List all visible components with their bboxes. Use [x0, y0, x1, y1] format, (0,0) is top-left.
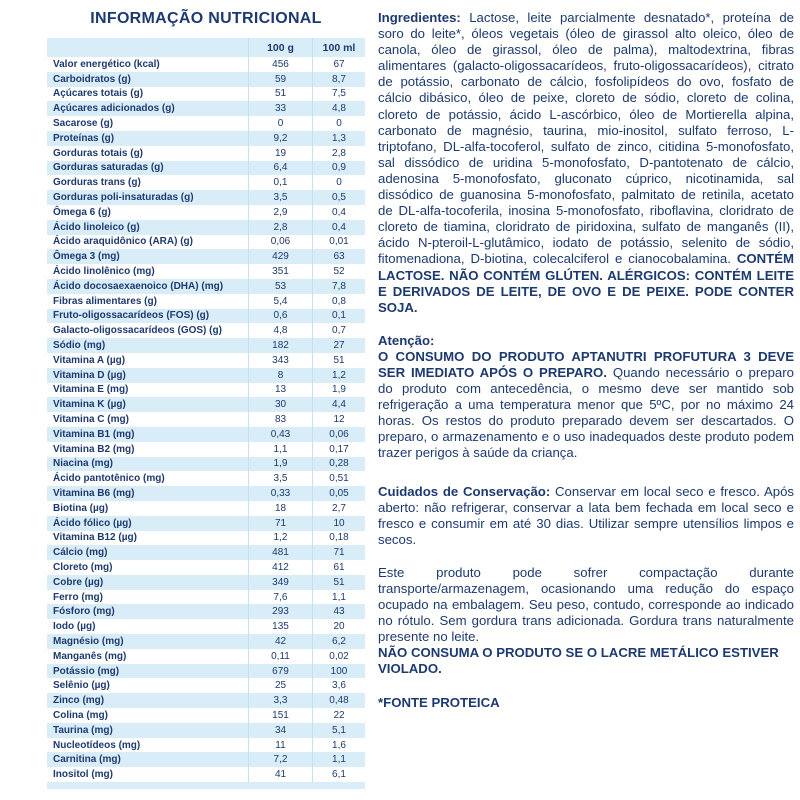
row-label: Inositol (mg): [53, 769, 113, 781]
row-value-100ml: 100: [312, 664, 365, 679]
row-label: Biotina (µg): [53, 502, 109, 514]
row-value-100g: 11: [248, 738, 312, 753]
row-value-100g: 5,4: [248, 294, 312, 309]
row-value-100g: 83: [248, 412, 312, 427]
row-value-100ml: 52: [312, 264, 365, 279]
row-label: Gorduras poli-insaturadas (g): [53, 192, 194, 204]
table-header-spacer: [47, 38, 248, 57]
table-row: [47, 353, 365, 368]
row-label: Vitamina D (µg): [53, 369, 126, 381]
row-value-100ml: 0,06: [312, 427, 365, 442]
row-label: Ácido linoleico (g): [53, 221, 140, 233]
row-value-100g: 151: [248, 708, 312, 723]
atencao-text: Quando necessário o preparo do produto com antecedência, o mesmo deve ser mantido sob refrigeração a uma temperatura menor que 5ºC, por no máximo 24 horas. Os restos do produto preparado devem ser descartados. O preparo, o armazenamento e o uso inadequados deste produto podem trazer perigos à saúde da criança.: [378, 364, 794, 461]
row-value-100g: 33: [248, 101, 312, 116]
row-value-100g: 0,06: [248, 235, 312, 250]
table-header-100ml: 100 ml: [312, 38, 365, 57]
row-label: Ácido fólico (µg): [53, 517, 132, 529]
row-value-100ml: 0,05: [312, 486, 365, 501]
row-label: Carnitina (mg): [53, 754, 121, 766]
row-label: Cálcio (mg): [53, 547, 108, 559]
table-row: [47, 161, 365, 176]
table-row: [47, 205, 365, 220]
row-value-100g: 42: [248, 634, 312, 649]
table-row: [47, 309, 365, 324]
row-value-100g: 4,8: [248, 323, 312, 338]
row-value-100g: 1,9: [248, 457, 312, 472]
conservacao-paragraph: [378, 484, 794, 548]
row-label: Ácido araquidônico (ARA) (g): [53, 236, 193, 248]
row-value-100ml: 61: [312, 560, 365, 575]
row-value-100ml: 0,28: [312, 457, 365, 472]
row-label: Gorduras totais (g): [53, 147, 144, 159]
row-value-100g: 1,1: [248, 442, 312, 457]
row-label: Zinco (mg): [53, 695, 105, 707]
row-value-100g: 0,6: [248, 309, 312, 324]
row-value-100ml: 0,1: [312, 309, 365, 324]
table-row: [47, 723, 365, 738]
row-value-100g: 0,43: [248, 427, 312, 442]
row-value-100g: 679: [248, 664, 312, 679]
row-value-100g: 3,5: [248, 190, 312, 205]
table-row: [47, 190, 365, 205]
fonte-proteica-note: [378, 695, 794, 711]
row-value-100ml: 0,4: [312, 205, 365, 220]
row-label: Vitamina A (µg): [53, 354, 126, 366]
row-value-100ml: 43: [312, 604, 365, 619]
row-label: Vitamina B12 (µg): [53, 532, 137, 544]
row-value-100ml: 67: [312, 57, 365, 72]
row-label: Selênio (µg): [53, 680, 110, 692]
row-value-100g: 30: [248, 397, 312, 412]
row-value-100ml: 51: [312, 575, 365, 590]
fonte-proteica-text: *FONTE PROTEICA: [378, 694, 500, 710]
row-value-100g: 53: [248, 279, 312, 294]
row-value-100g: 349: [248, 575, 312, 590]
nutrition-table-body: [47, 57, 365, 782]
row-value-100g: 0: [248, 116, 312, 131]
row-value-100ml: 1,2: [312, 368, 365, 383]
row-value-100ml: 0,18: [312, 531, 365, 546]
row-value-100ml: 22: [312, 708, 365, 723]
lacre-warning: NÃO CONSUMA O PRODUTO SE O LACRE METÁLICO ESTIVER VIOLADO.: [378, 645, 779, 677]
conservacao-text: Conservar em local seco e fresco. Após aberto: não refrigerar, conservar a lata bem fechada em local seco e fresco e consumir em até 30 dias. Utilizar sempre utensílios limpos e secos.: [378, 483, 795, 547]
table-row: [47, 545, 365, 560]
table-row: [47, 368, 365, 383]
nutrition-table: [47, 38, 365, 789]
table-row: [47, 146, 365, 161]
table-row: [47, 338, 365, 353]
table-row: [47, 249, 365, 264]
row-label: Vitamina C (mg): [53, 414, 129, 426]
table-row: [47, 634, 365, 649]
nutrition-table-title: INFORMAÇÃO NUTRICIONAL: [90, 10, 322, 27]
row-value-100ml: 0,9: [312, 161, 365, 176]
row-label: Nucleotídeos (mg): [53, 739, 141, 751]
row-label: Ferro (mg): [53, 591, 103, 603]
row-value-100ml: 51: [312, 353, 365, 368]
table-header-100g: 100 g: [248, 38, 312, 57]
table-row: [47, 575, 365, 590]
row-label: Sacarose (g): [53, 118, 114, 130]
row-label: Fruto-oligossacarídeos (FOS) (g): [53, 310, 210, 322]
row-value-100ml: 7,5: [312, 87, 365, 102]
row-value-100g: 51: [248, 87, 312, 102]
ingredients-text: Lactose, leite parcialmente desnatado*, proteína de soro do leite*, óleos vegetais (óleo de girassol alto oleico, óleo de canola, óleo de girassol, óleo de palma), maltodextrina, fibras alimentares (galacto-oligossacarídeos, fruto-oligossacarídeos), citrato de potássio, carbonato de cálcio, fosfolipídeos do ovo, fosfato de cálcio dibásico, óleo de peixe, cloreto de sódio, cloreto de colina, cloreto de potássio, ácido L-ascórbico, óleo de Mortierella alpina, carbonato de magnésio, taurina, mio-inositol, sulfato ferroso, L-triptofano, DL-alfa-tocoferol, sulfato de zinco, citidina 5-monofosfato, sal dissódico de uridina 5-monofosfato, D-pantotenato de cálcio, adenosina 5-monofosfato, gluconato cúprico, nicotinamida, sal dissódico de guanosina 5-monofosfato, palmitato de retinila, acetato de DL-alfa-tocoferila, inosina 5-monofosfato, riboflavina, cloridrato de cloreto de tiamina, cloridrato de piridoxina, sulfato de manganês (II), ácido N-pteroil-L-glutâmico, iodato de potássio, selenito de sódio, fitomenadiona, D-biotina, colecalciferol e cianocobalamina.: [378, 10, 794, 267]
row-value-100g: 34: [248, 723, 312, 738]
row-label: Açúcares adicionados (g): [53, 103, 175, 115]
row-value-100g: 2,8: [248, 220, 312, 235]
row-value-100g: 8: [248, 368, 312, 383]
conservacao-label: Cuidados de Conservação:: [378, 483, 551, 499]
row-value-100ml: 8,7: [312, 72, 365, 87]
table-row: [47, 664, 365, 679]
row-value-100g: 18: [248, 501, 312, 516]
row-value-100g: 429: [248, 249, 312, 264]
row-label: Açúcares totais (g): [53, 88, 144, 100]
row-value-100ml: 1,9: [312, 383, 365, 398]
row-value-100g: 182: [248, 338, 312, 353]
row-value-100g: 0,11: [248, 649, 312, 664]
table-row: [47, 264, 365, 279]
table-row: [47, 649, 365, 664]
table-row: [47, 427, 365, 442]
table-row: [47, 116, 365, 131]
row-label: Colina (mg): [53, 709, 108, 721]
row-value-100ml: 4,8: [312, 101, 365, 116]
compactacao-paragraph: [378, 565, 794, 678]
row-value-100g: 71: [248, 516, 312, 531]
row-label: Fibras alimentares (g): [53, 295, 157, 307]
row-value-100ml: 6,2: [312, 634, 365, 649]
ingredients-label: Ingredientes:: [378, 10, 461, 25]
row-value-100ml: 71: [312, 545, 365, 560]
row-label: Manganês (mg): [53, 650, 127, 662]
row-label: Ácido linolênico (mg): [53, 266, 155, 278]
row-label: Ácido docosaexaenoico (DHA) (mg): [53, 280, 224, 292]
row-value-100ml: 0,01: [312, 235, 365, 250]
row-label: Carboidratos (g): [53, 73, 131, 85]
row-label: Vitamina B1 (mg): [53, 428, 135, 440]
row-value-100g: 481: [248, 545, 312, 560]
row-value-100g: 25: [248, 678, 312, 693]
table-row: [47, 471, 365, 486]
row-value-100ml: 1,1: [312, 752, 365, 767]
row-label: Fósforo (mg): [53, 606, 115, 618]
compactacao-text: Este produto pode sofrer compactação durante transporte/armazenagem, ocasionando uma redução do espaço ocupado na embalagem. Seu peso, contudo, corresponde ao indicado no rótulo. Sem gordura trans adicionada. Gordura trans naturalmente presente no leite.: [378, 564, 794, 645]
row-label: Taurina (mg): [53, 724, 113, 736]
table-header-row: [47, 38, 365, 57]
row-value-100ml: 12: [312, 412, 365, 427]
table-row: [47, 501, 365, 516]
row-value-100ml: 2,8: [312, 146, 365, 161]
row-value-100g: 135: [248, 619, 312, 634]
row-label: Magnésio (mg): [53, 635, 124, 647]
row-label: Valor energético (kcal): [53, 58, 160, 70]
row-value-100g: 1,2: [248, 531, 312, 546]
row-value-100ml: 0: [312, 175, 365, 190]
row-value-100g: 343: [248, 353, 312, 368]
row-value-100ml: 27: [312, 338, 365, 353]
row-value-100g: 6,4: [248, 161, 312, 176]
table-row: [47, 101, 365, 116]
row-value-100ml: 2,7: [312, 501, 365, 516]
table-row: [47, 738, 365, 753]
table-row: [47, 220, 365, 235]
row-value-100g: 2,9: [248, 205, 312, 220]
row-label: Vitamina E (mg): [53, 384, 129, 396]
table-row: [47, 383, 365, 398]
table-row: [47, 279, 365, 294]
row-label: Ômega 6 (g): [53, 206, 111, 218]
table-row: [47, 708, 365, 723]
row-value-100ml: 20: [312, 619, 365, 634]
table-row: [47, 57, 365, 72]
row-value-100g: 7,2: [248, 752, 312, 767]
row-value-100g: 456: [248, 57, 312, 72]
row-label: Iodo (µg): [53, 621, 96, 633]
row-value-100ml: 4,4: [312, 397, 365, 412]
atencao-paragraph: [378, 333, 794, 462]
row-value-100g: 41: [248, 767, 312, 782]
row-value-100ml: 63: [312, 249, 365, 264]
row-value-100g: 7,6: [248, 590, 312, 605]
table-row: [47, 752, 365, 767]
row-value-100ml: 5,1: [312, 723, 365, 738]
row-value-100ml: 10: [312, 516, 365, 531]
table-row: [47, 590, 365, 605]
row-label: Gorduras saturadas (g): [53, 162, 164, 174]
table-row: [47, 486, 365, 501]
table-bottom-band: [47, 782, 365, 789]
row-label: Vitamina B2 (mg): [53, 443, 135, 455]
row-label: Proteínas (g): [53, 132, 115, 144]
row-value-100g: 19: [248, 146, 312, 161]
table-row: [47, 294, 365, 309]
row-label: Ômega 3 (mg): [53, 251, 120, 263]
row-value-100ml: 0,51: [312, 471, 365, 486]
ingredients-paragraph: [378, 10, 794, 316]
row-value-100ml: 0,17: [312, 442, 365, 457]
row-value-100g: 0,33: [248, 486, 312, 501]
row-value-100ml: 0,02: [312, 649, 365, 664]
row-label: Niacina (mg): [53, 458, 114, 470]
row-label: Potássio (mg): [53, 665, 120, 677]
table-row: [47, 693, 365, 708]
table-row: [47, 678, 365, 693]
row-label: Galacto-oligossacarídeos (GOS) (g): [53, 325, 222, 337]
row-value-100ml: 0,7: [312, 323, 365, 338]
row-value-100ml: 0,4: [312, 220, 365, 235]
row-label: Cloreto (mg): [53, 561, 113, 573]
row-label: Vitamina K (µg): [53, 399, 126, 411]
row-value-100ml: 0,48: [312, 693, 365, 708]
row-value-100ml: 7,8: [312, 279, 365, 294]
row-value-100ml: 0,8: [312, 294, 365, 309]
table-row: [47, 131, 365, 146]
table-row: [47, 175, 365, 190]
table-row: [47, 457, 365, 472]
ingredients-allergens: CONTÉM LACTOSE. NÃO CONTÉM GLÚTEN. ALÉRGICOS: CONTÉM LEITE E DERIVADOS DE LEITE, DE OVO E DE PEIXE. PODE CONTER SOJA.: [378, 251, 794, 315]
row-value-100g: 13: [248, 383, 312, 398]
table-row: [47, 442, 365, 457]
row-value-100ml: 1,3: [312, 131, 365, 146]
table-row: [47, 323, 365, 338]
table-row: [47, 767, 365, 782]
row-label: Gorduras trans (g): [53, 177, 141, 189]
table-row: [47, 412, 365, 427]
table-row: [47, 235, 365, 250]
row-value-100g: 3,3: [248, 693, 312, 708]
right-column: [378, 10, 794, 728]
row-label: Cobre (µg): [53, 576, 104, 588]
row-value-100ml: 1,6: [312, 738, 365, 753]
row-label: Sódio (mg): [53, 340, 106, 352]
row-value-100ml: 0,5: [312, 190, 365, 205]
row-value-100ml: 6,1: [312, 767, 365, 782]
table-row: [47, 531, 365, 546]
row-value-100g: 351: [248, 264, 312, 279]
row-value-100ml: 3,6: [312, 678, 365, 693]
row-value-100g: 59: [248, 72, 312, 87]
row-value-100g: 3,5: [248, 471, 312, 486]
table-row: [47, 560, 365, 575]
atencao-label: Atenção:: [378, 332, 435, 348]
table-row: [47, 87, 365, 102]
row-value-100g: 293: [248, 604, 312, 619]
row-value-100g: 412: [248, 560, 312, 575]
table-row: [47, 72, 365, 87]
row-value-100g: 9,2: [248, 131, 312, 146]
row-label: Vitamina B6 (mg): [53, 488, 135, 499]
row-value-100ml: 0: [312, 116, 365, 131]
table-row: [47, 397, 365, 412]
table-row: [47, 516, 365, 531]
row-value-100g: 0,1: [248, 175, 312, 190]
table-row: [47, 604, 365, 619]
row-label: Ácido pantotênico (mg): [53, 473, 165, 485]
table-row: [47, 619, 365, 634]
atencao-warning: O CONSUMO DO PRODUTO APTANUTRI PROFUTURA 3 DEVE SER IMEDIATO APÓS O PREPARO.: [378, 348, 794, 380]
row-value-100ml: 1,1: [312, 590, 365, 605]
